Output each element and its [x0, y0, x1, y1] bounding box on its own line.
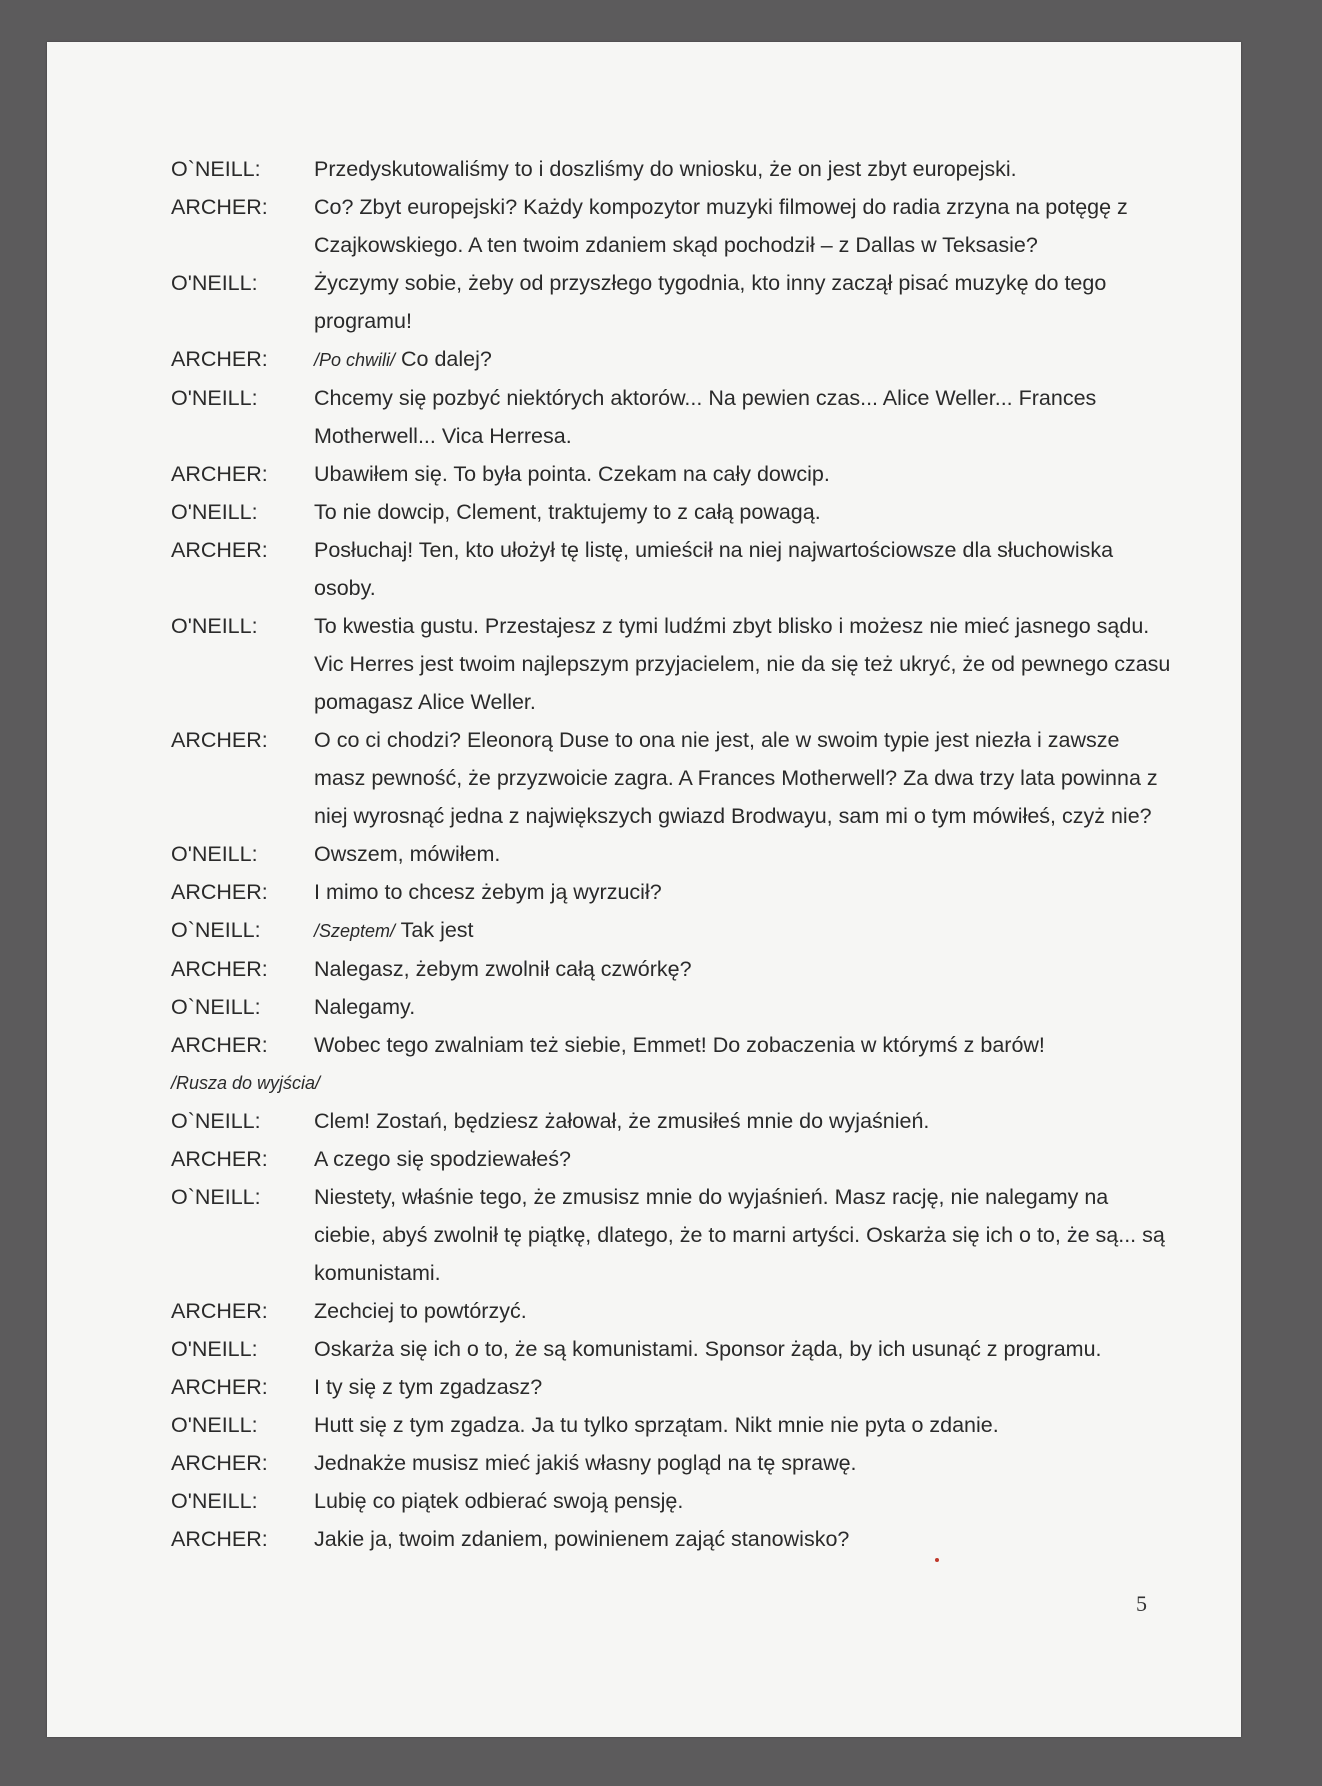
dialogue-text — [314, 1178, 1171, 1292]
dialogue-body: Owszem, mówiłem. — [314, 842, 501, 866]
dialogue-line — [171, 607, 1171, 721]
dialogue-text — [314, 493, 1171, 531]
dialogue-body: Co? Zbyt europejski? Każdy kompozytor muzyki filmowej do radia zrzyna na potęgę z Czajkowskiego. A ten twoim zdaniem skąd pochodził – z Dallas w Teksasie? — [314, 195, 1128, 257]
dialogue-body: Co dalej? — [401, 347, 492, 371]
dialogue-line — [171, 379, 1171, 455]
dialogue-text — [314, 1102, 1171, 1140]
dialogue-body: Jakie ja, twoim zdaniem, powinienem zająć stanowisko? — [314, 1527, 850, 1551]
dialogue-body: Lubię co piątek odbierać swoją pensję. — [314, 1489, 684, 1513]
dialogue-text — [314, 1330, 1171, 1368]
dialogue-line — [171, 150, 1171, 188]
speaker-name: O'NEILL: — [171, 271, 258, 295]
speaker-name: O'NEILL: — [171, 1413, 258, 1437]
dialogue-body: Przedyskutowaliśmy to i doszliśmy do wniosku, że on jest zbyt europejski. — [314, 157, 1017, 181]
dialogue-line — [171, 1026, 1171, 1064]
dialogue-text — [314, 911, 1171, 950]
dialogue-text — [314, 988, 1171, 1026]
speaker-name: ARCHER: — [171, 1147, 268, 1171]
speaker-name: ARCHER: — [171, 1033, 268, 1057]
dialogue-body: Oskarża się ich o to, że są komunistami. Sponsor żąda, by ich usunąć z programu. — [314, 1337, 1102, 1361]
dialogue-body: Jednakże musisz mieć jakiś własny pogląd na tę sprawę. — [314, 1451, 857, 1475]
stage-direction: /Po chwili/ — [314, 350, 396, 370]
dialogue-line — [171, 493, 1171, 531]
speaker-name: O'NEILL: — [171, 500, 258, 524]
dialogue-body: Clem! Zostań, będziesz żałował, że zmusiłeś mnie do wyjaśnień. — [314, 1109, 930, 1133]
dialogue-body: Wobec tego zwalniam też siebie, Emmet! Do zobaczenia w którymś z barów! — [314, 1033, 1045, 1057]
dialogue-body: Hutt się z tym zgadza. Ja tu tylko sprzątam. Nikt mnie nie pyta o zdanie. — [314, 1413, 999, 1437]
dialogue-line — [171, 1140, 1171, 1178]
speaker-name: ARCHER: — [171, 1375, 268, 1399]
dialogue-line — [171, 873, 1171, 911]
page-number: 5 — [1136, 1591, 1147, 1616]
dialogue-text — [314, 721, 1171, 835]
dialogue-text — [314, 1026, 1171, 1064]
dialogue-list — [171, 150, 1171, 1558]
dialogue-body: Ubawiłem się. To była pointa. Czekam na cały dowcip. — [314, 462, 830, 486]
dialogue-text — [314, 873, 1171, 911]
dialogue-body: Nalegasz, żebym zwolnił całą czwórkę? — [314, 957, 692, 981]
dialogue-line — [171, 988, 1171, 1026]
dialogue-text — [314, 607, 1171, 721]
dialogue-body: Chcemy się pozbyć niektórych aktorów... Na pewien czas... Alice Weller... Frances Motherwell... Vica Herresa. — [314, 386, 1097, 448]
speaker-name: ARCHER: — [171, 462, 268, 486]
dialogue-line — [171, 455, 1171, 493]
dialogue-text — [314, 1368, 1171, 1406]
dialogue-line — [171, 835, 1171, 873]
dialogue-body: Tak jest — [400, 918, 474, 942]
dialogue-line — [171, 721, 1171, 835]
dialogue-text — [314, 950, 1171, 988]
dialogue-text — [314, 1140, 1171, 1178]
speaker-name: ARCHER: — [171, 538, 268, 562]
dialogue-text — [314, 188, 1171, 264]
dialogue-line — [171, 1292, 1171, 1330]
speaker-name: O'NEILL: — [171, 614, 258, 638]
dialogue-line — [171, 1102, 1171, 1140]
dialogue-line — [171, 264, 1171, 340]
dialogue-body: O co ci chodzi? Eleonorą Duse to ona nie jest, ale w swoim typie jest niezła i zawsze masz pewność, że przyzwoicie zagra. A Frances Motherwell? Za dwa trzy lata powinna z niej wyrosnąć jedna z największych gwiazd Brodwayu, sam mi o tym mówiłeś, czyż nie? — [314, 728, 1158, 828]
dialogue-line — [171, 1178, 1171, 1292]
ink-mark — [935, 1558, 939, 1562]
dialogue-text — [314, 835, 1171, 873]
dialogue-line — [171, 1520, 1171, 1558]
dialogue-text — [314, 1406, 1171, 1444]
speaker-name: O`NEILL: — [171, 157, 261, 181]
dialogue-line — [171, 340, 1171, 379]
speaker-name: ARCHER: — [171, 1299, 268, 1323]
dialogue-text — [314, 531, 1171, 607]
dialogue-text — [314, 1292, 1171, 1330]
speaker-name: O`NEILL: — [171, 995, 261, 1019]
dialogue-line — [171, 188, 1171, 264]
dialogue-line — [171, 1330, 1171, 1368]
speaker-name: ARCHER: — [171, 880, 268, 904]
dialogue-text — [314, 1520, 1171, 1558]
dialogue-body: To kwestia gustu. Przestajesz z tymi ludźmi zbyt blisko i możesz nie mieć jasnego sądu. Vic Herres jest twoim najlepszym przyjacielem, nie da się też ukryć, że od pewnego czasu pomagasz Alice Weller. — [314, 614, 1171, 714]
speaker-name: O'NEILL: — [171, 1489, 258, 1513]
stage-direction: /Rusza do wyjścia/ — [171, 1073, 321, 1093]
speaker-name: ARCHER: — [171, 347, 268, 371]
speaker-name: ARCHER: — [171, 728, 268, 752]
speaker-name: O`NEILL: — [171, 918, 261, 942]
dialogue-body: Życzymy sobie, żeby od przyszłego tygodnia, kto inny zaczął pisać muzykę do tego programu! — [314, 271, 1107, 333]
speaker-name: ARCHER: — [171, 957, 268, 981]
dialogue-line — [171, 1444, 1171, 1482]
dialogue-line — [171, 1482, 1171, 1520]
dialogue-body: Nalegamy. — [314, 995, 416, 1019]
dialogue-body: Zechciej to powtórzyć. — [314, 1299, 527, 1323]
speaker-name: O'NEILL: — [171, 386, 258, 410]
speaker-name: O'NEILL: — [171, 842, 258, 866]
stage-direction: /Szeptem/ — [314, 921, 396, 941]
dialogue-body: A czego się spodziewałeś? — [314, 1147, 571, 1171]
dialogue-line — [171, 950, 1171, 988]
dialogue-text — [314, 379, 1171, 455]
speaker-name: ARCHER: — [171, 1451, 268, 1475]
speaker-name: ARCHER: — [171, 1527, 268, 1551]
speaker-name: O`NEILL: — [171, 1185, 261, 1209]
speaker-name: O'NEILL: — [171, 1337, 258, 1361]
dialogue-line — [171, 911, 1171, 950]
dialogue-body: I mimo to chcesz żebym ją wyrzucił? — [314, 880, 662, 904]
dialogue-body: Niestety, właśnie tego, że zmusisz mnie do wyjaśnień. Masz rację, nie nalegamy na ciebie, abyś zwolnił tę piątkę, dlatego, że to marni artyści. Oskarża się ich o to, że są... są komunistami. — [314, 1185, 1165, 1285]
dialogue-line — [171, 1406, 1171, 1444]
dialogue-line — [171, 1368, 1171, 1406]
dialogue-text — [314, 1482, 1171, 1520]
dialogue-text — [314, 264, 1171, 340]
dialogue-text — [314, 340, 1171, 379]
dialogue-body: I ty się z tym zgadzasz? — [314, 1375, 543, 1399]
speaker-name: ARCHER: — [171, 195, 268, 219]
dialogue-text — [314, 150, 1171, 188]
dialogue-text — [314, 455, 1171, 493]
dialogue-text — [314, 1444, 1171, 1482]
dialogue-line — [171, 531, 1171, 607]
dialogue-body: Posłuchaj! Ten, kto ułożył tę listę, umieścił na niej najwartościowsze dla słuchowiska osoby. — [314, 538, 1114, 600]
dialogue-body: To nie dowcip, Clement, traktujemy to z całą powagą. — [314, 500, 821, 524]
script-page — [47, 42, 1241, 1737]
speaker-name: O`NEILL: — [171, 1109, 261, 1133]
